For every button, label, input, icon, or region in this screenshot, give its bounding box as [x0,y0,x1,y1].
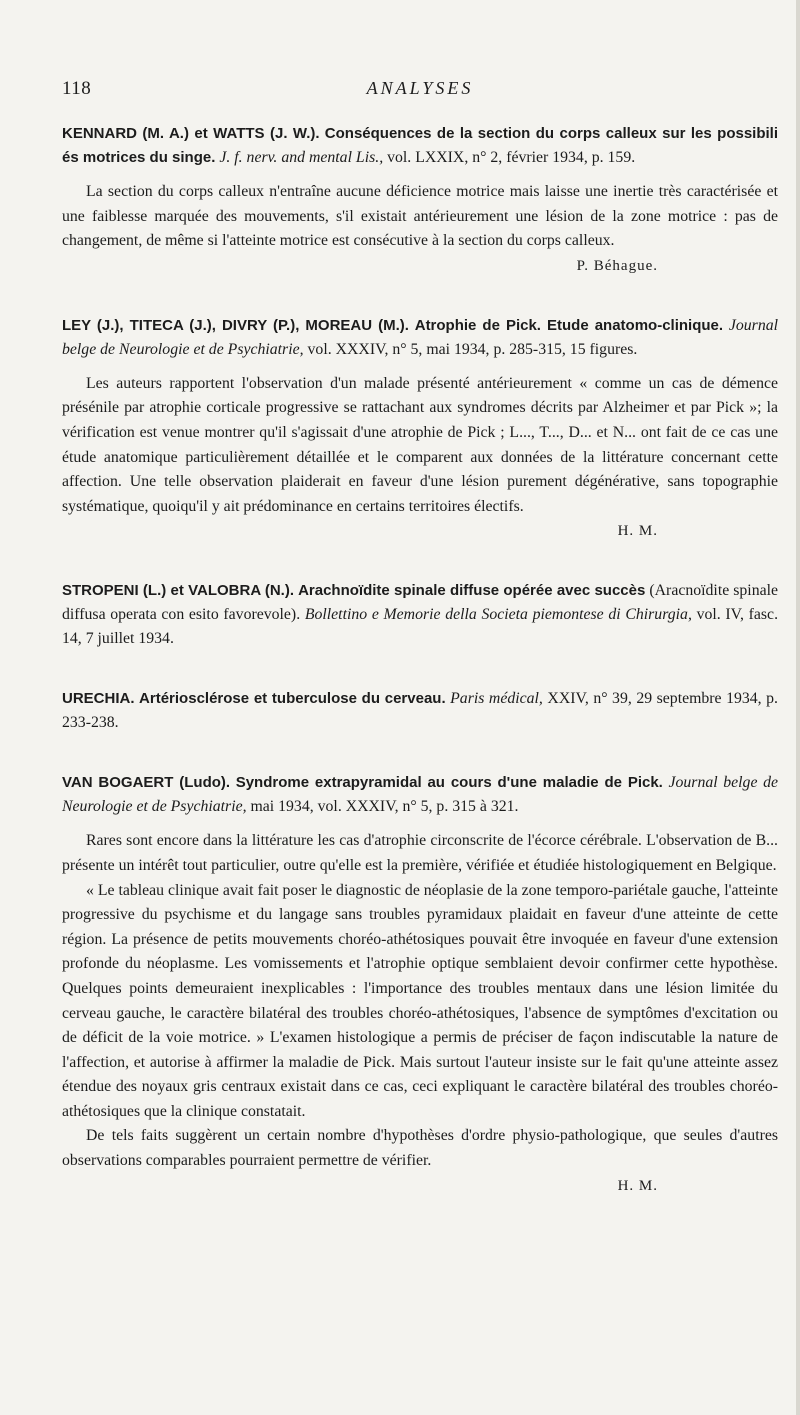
abstract-entry-stropeni [62,579,778,651]
citation [62,687,778,735]
journal-name: Bollettino e Memorie della Societa piemontese di Chirurgia, [304,606,692,624]
citation [62,314,778,362]
article-title: Atrophie de Pick. Etude anatomo-clinique. [414,316,724,334]
article-title: Conséquences de la section du corps calleux sur les possibili és motrices du singe. [62,125,778,166]
page-header [62,78,778,112]
italian-title: (Aracnoïdite spinale diffusa operata con esito favorevole). [62,582,778,624]
reviewer-signature: P. Béhague. [576,257,658,274]
authors: KENNARD (M. A.) et WATTS (J. W.). [62,125,320,142]
page-number: 118 [62,78,92,99]
citation-details: mai 1934, vol. XXXIV, n° 5, p. 315 à 321. [250,798,519,816]
citation [62,579,778,651]
abstract-entry-van-bogaert [62,771,778,1197]
article-title: Artériosclérose et tuberculose du cerveau. [139,690,446,708]
authors: VAN BOGAERT (Ludo). [62,774,231,792]
authors: LEY (J.), TITECA (J.), DIVRY (P.), MOREAU (M.). [62,316,409,334]
abstract-paragraph: Les auteurs rapportent l'observation d'un malade présenté antérieurement « comme un cas de démence présénile par atrophie corticale progressive se rattachant aux syndromes décrits par Alzheimer et par Pick »; la vérification est venue montrer qu'il s'agissait d'une atrophie de Pick ; L..., T..., D... et N... ont fait de ce cas une étude anatomique particulièrement détaillée et le comparent aux données de la littérature concernant cette affection. Une telle observation plaiderait en faveur d'une lésion purement dégénérative, sans topographie systématique, quoiqu'il y ait prédominance en certains territoires électifs. [62,374,778,515]
reviewer-signature: H. M. [617,1177,658,1194]
article-title: Arachnoïdite spinale diffuse opérée avec succès [298,582,646,600]
citation-details: vol. LXXIX, n° 2, février 1934, p. 159. [387,149,636,166]
journal-name: Journal belge de Neurologie et de Psychiatrie, [62,774,779,816]
abstract-paragraph: Rares sont encore dans la littérature les cas d'atrophie circonscrite de l'écorce cérébrale. L'observation de B... présente un intérêt tout particulier, outre qu'elle est la première, vérifiée et étudiée histologiquement en Belgique. [62,832,778,874]
journal-name: J. f. nerv. and mental Lis., [219,149,384,166]
article-title: Syndrome extrapyramidal au cours d'une maladie de Pick. [235,774,663,792]
authors: STROPENI (L.) et VALOBRA (N.). [62,582,295,600]
citation [62,122,778,170]
abstract-entry-urechia [62,687,778,735]
abstract-paragraph: De tels faits suggèrent un certain nombre d'hypothèses d'ordre physio-pathologique, que seules d'autres observations comparables pourraient permettre de vérifier. [62,1127,778,1170]
journal-name: Journal belge de Neurologie et de Psychiatrie, [62,316,779,358]
page-edge-shadow [796,0,800,1415]
journal-name: Paris médical, [450,690,543,708]
citation-details: vol. IV, fasc. 14, 7 juillet 1934. [62,606,779,648]
abstract-entry-kennard [62,122,778,278]
authors: URECHIA. [62,690,135,708]
abstract-paragraph: La section du corps calleux n'entraîne aucune déficience motrice mais laisse une inertie très caractérisée et une faiblesse marquée des mouvements, s'il existait antérieurement une lésion de la zone motrice : pas de changement, de même si l'atteinte motrice est consécutive à la section du corps calleux. [62,183,778,250]
reviewer-signature: H. M. [617,523,658,540]
abstract-paragraph: « Le tableau clinique avait fait poser le diagnostic de néoplasie de la zone temporo-pariétale gauche, l'atteinte progressive du psychisme et du langage sans troubles pyramidaux plaidait en faveur d'une atteinte de cette région. La présence de petits mouvements choréo-athétosiques pouvait être invoquée en faveur d'une extension profonde du néoplasme. Les vomissements et l'atrophie optique semblaient devoir confirmer cette hypothèse. Quelques points demeuraient inexplicables : l'importance des troubles mentaux dans une lésion limitée du cerveau gauche, le caractère bilatéral des troubles choréo-athétosiques, l'absence de symptômes d'excitation ou de déficit de la voie motrice. » L'examen histologique a permis de préciser de façon indiscutable la nature de l'affection, et autorise à affirmer la maladie de Pick. Mais surtout l'auteur insiste sur le fait qu'une atteinte assez étendue des noyaux gris centraux existait dans ce cas, ceci expliquant le caractère bilatéral des troubles choréo-athétosiques que la clinique constatait. [62,881,778,1120]
abstract-entry-ley [62,314,778,544]
citation-details: XXIV, n° 39, 29 septembre 1934, p. 233-238. [62,690,778,732]
running-head: ANALYSES [366,78,474,98]
citation [62,771,778,819]
citation-details: vol. XXXIV, n° 5, mai 1934, p. 285-315, 15 figures. [307,340,638,358]
